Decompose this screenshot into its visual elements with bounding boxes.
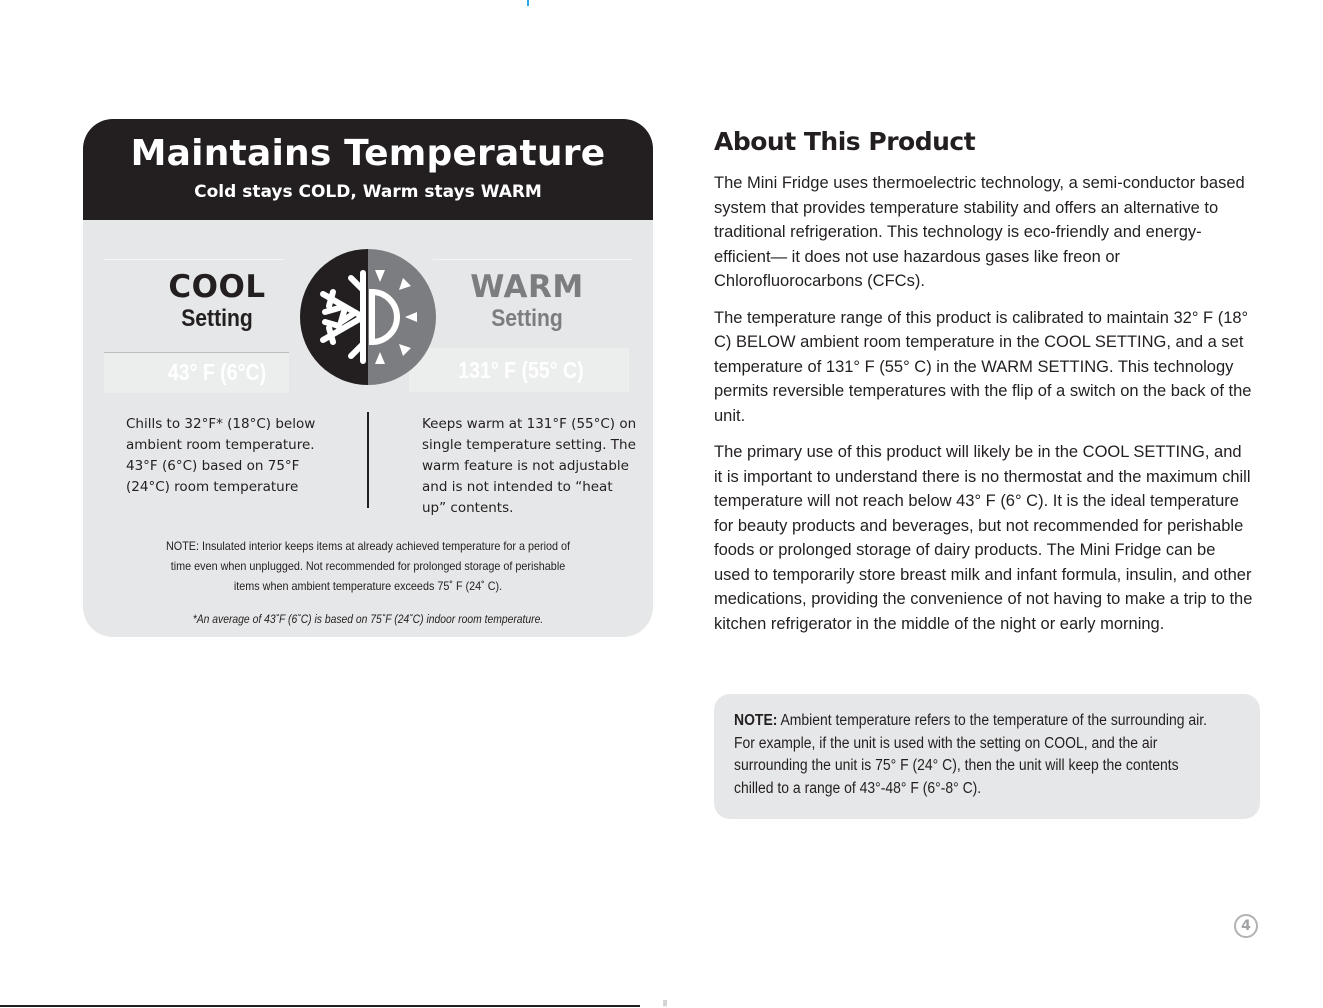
about-paragraph: The Mini Fridge uses thermoelectric technology, a semi-conductor based system that provides temperature stability and offers an alternative to traditional refrigeration. This technology is eco-friendly and energy-efficient— it does not use hazardous gases like freon or Chlorofluorocarbons (CFCs).	[714, 174, 1245, 290]
snowflake-sun-icon	[299, 248, 437, 386]
note-body: Ambient temperature refers to the temperature of the surrounding air. For example, if the unit is used with the setting on COOL, and the air surrounding the unit is 75° F (24° C), then the unit will keep the contents chilled to a range of 43°-48° F (6°-8° C).	[734, 712, 1207, 797]
warm-title: WARM	[470, 269, 584, 305]
card-title: Maintains Temperature	[130, 133, 606, 174]
maintains-temperature-card	[83, 119, 653, 637]
ambient-note-box	[714, 694, 1260, 819]
about-paragraph: The primary use of this product will likely be in the COOL SETTING, and it is important to understand there is no thermostat and the maximum chill temperature will not reach below 43° F (6° C). It is the ideal temperature for beauty products and beverages, but not recommended for perishable foods or prolonged storage of dairy products. The Mini Fridge can be used to temporarily store breast milk and infant formula, insulin, and other medications, providing the convenience of not having to make a trip to the kitchen refrigerator in the middle of the night or early morning.	[714, 443, 1253, 633]
about-heading: About This Product	[714, 127, 976, 156]
card-header	[83, 119, 653, 220]
card-footnote: *An average of 43˚F (6˚C) is based on 75˚F (24˚C) indoor room temperature.	[192, 614, 544, 626]
about-paragraph: The temperature range of this product is calibrated to maintain 32° F (18° C) BELOW ambient room temperature in the COOL SETTING, and a set temperature of 131° F (55° C) in the WARM SETTING. This technology permits reversible temperatures with the flip of a switch on the back of the unit.	[714, 308, 1252, 425]
crop-mark: ||	[663, 1000, 668, 1007]
note-text	[734, 710, 1220, 800]
divider-line	[433, 259, 633, 260]
note-label: NOTE:	[734, 712, 778, 729]
warm-description: Keeps warm at 131°F (55°C) on single temperature setting. The warm feature is not adjustable and is not intended to “heat up” contents.	[422, 416, 637, 516]
cool-title: COOL	[168, 269, 266, 305]
page-number: 4	[1234, 914, 1258, 938]
warm-temperature: 131° F (55° C)	[458, 357, 584, 383]
cool-temperature: 43° F (6°C)	[167, 359, 267, 385]
cool-description: Chills to 32°F* (18°C) below ambient room temperature. 43°F (6°C) based on 75°F (24°C) room temperature	[126, 416, 316, 495]
cool-setting-label: Setting	[181, 305, 253, 332]
card-note: NOTE: Insulated interior keeps items at already achieved temperature for a period of time even when unplugged. Not recommended for prolonged storage of perishable items when ambient temperature exceeds 75˚ F (24˚ C).	[165, 539, 571, 593]
warm-setting-label: Setting	[491, 305, 563, 332]
vertical-divider	[367, 412, 369, 508]
top-accent-mark	[527, 0, 529, 6]
bottom-rule	[0, 1005, 640, 1007]
card-subtitle: Cold stays COLD, Warm stays WARM	[194, 182, 542, 202]
about-body	[714, 171, 1254, 648]
divider-line	[104, 259, 284, 260]
